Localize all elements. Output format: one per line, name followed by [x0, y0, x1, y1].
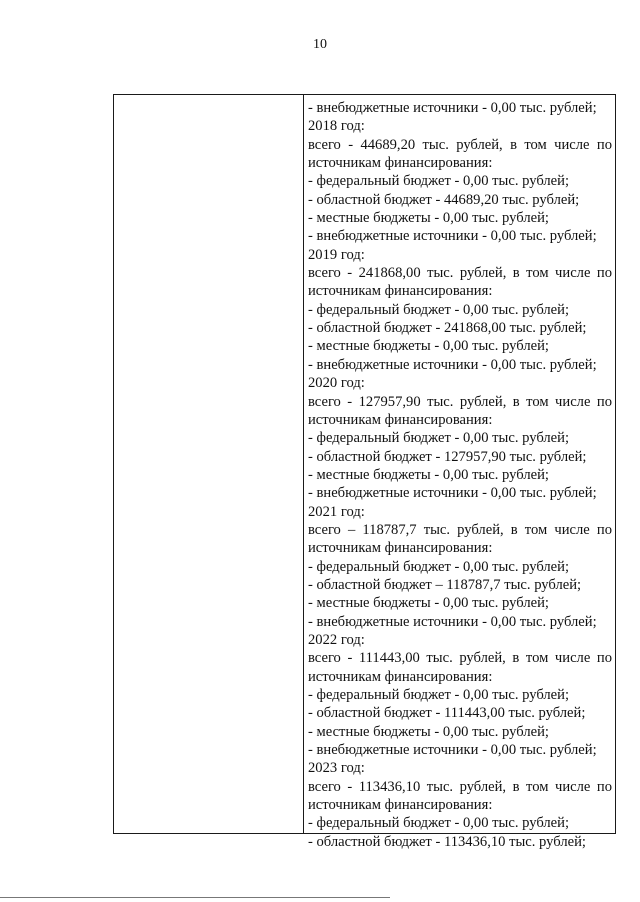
funding-line: - областной бюджет - 111443,00 тыс. рублей; [308, 705, 586, 722]
funding-line: - федеральный бюджет - 0,00 тыс. рублей; [308, 687, 570, 703]
funding-line: 2021 год: [308, 503, 365, 520]
funding-line: - местные бюджеты - 0,00 тыс. рублей; [308, 595, 549, 612]
funding-line: всего – 118787,7 тыс. рублей, в том числе по [308, 521, 612, 538]
funding-line: - местные бюджеты - 0,00 тыс. рублей; [308, 210, 549, 227]
funding-line: всего - 113436,10 тыс. рублей, в том числе по [308, 778, 612, 795]
funding-line: - федеральный бюджет - 0,00 тыс. рублей; [308, 430, 570, 447]
funding-line: источникам финансирования: [308, 411, 493, 428]
funding-line: всего - 127957,90 тыс. рублей, в том числе по [308, 393, 612, 410]
funding-line: - внебюджетные источники - 0,00 тыс. рублей; [308, 100, 597, 116]
table-left-cell [114, 95, 304, 833]
funding-line: - внебюджетные источники - 0,00 тыс. рублей; [308, 742, 597, 759]
funding-line: 2020 год: [308, 375, 365, 392]
funding-line: - областной бюджет - 44689,20 тыс. рублей; [308, 191, 580, 208]
funding-line: 2022 год: [308, 631, 365, 648]
funding-line: - местные бюджеты - 0,00 тыс. рублей; [308, 338, 549, 355]
funding-line: источникам финансирования: [308, 668, 493, 685]
funding-line: - внебюджетные источники - 0,00 тыс. рублей; [308, 228, 597, 245]
funding-line: 2019 год: [308, 246, 365, 263]
funding-line: источникам финансирования: [308, 797, 493, 814]
funding-line: всего - 111443,00 тыс. рублей, в том числе по [308, 650, 612, 667]
funding-line: - областной бюджет - 241868,00 тыс. рублей; [308, 320, 587, 337]
funding-line: всего - 241868,00 тыс. рублей, в том числе по [308, 265, 612, 282]
funding-table [113, 94, 616, 850]
funding-line: источникам финансирования: [308, 283, 493, 300]
funding-line: - федеральный бюджет - 0,00 тыс. рублей; [308, 173, 570, 190]
funding-line: 2018 год: [308, 118, 365, 135]
funding-line: - федеральный бюджет - 0,00 тыс. рублей; [308, 558, 570, 575]
funding-line: 2023 год: [308, 760, 365, 777]
bottom-rule [0, 897, 390, 898]
page-number: 10 [313, 37, 327, 52]
funding-line: - внебюджетные источники - 0,00 тыс. рублей; [308, 485, 597, 502]
funding-line: источникам финансирования: [308, 540, 493, 557]
funding-line: - внебюджетные источники - 0,00 тыс. рублей; [308, 613, 597, 630]
funding-line: - областной бюджет - 113436,10 тыс. рублей; [308, 833, 586, 850]
funding-line: источникам финансирования: [308, 155, 493, 172]
funding-line: - областной бюджет – 118787,7 тыс. рублей; [308, 576, 582, 593]
funding-line: - федеральный бюджет - 0,00 тыс. рублей; [308, 301, 570, 318]
funding-line: всего - 44689,20 тыс. рублей, в том числе по [308, 136, 612, 153]
funding-line: - федеральный бюджет - 0,00 тыс. рублей; [308, 815, 570, 832]
funding-line: - внебюджетные источники - 0,00 тыс. рублей; [308, 356, 597, 373]
funding-line: - местные бюджеты - 0,00 тыс. рублей; [308, 466, 549, 483]
table-right-cell [304, 95, 615, 850]
funding-line: - областной бюджет - 127957,90 тыс. рублей; [308, 448, 587, 465]
funding-line: - местные бюджеты - 0,00 тыс. рублей; [308, 723, 549, 740]
